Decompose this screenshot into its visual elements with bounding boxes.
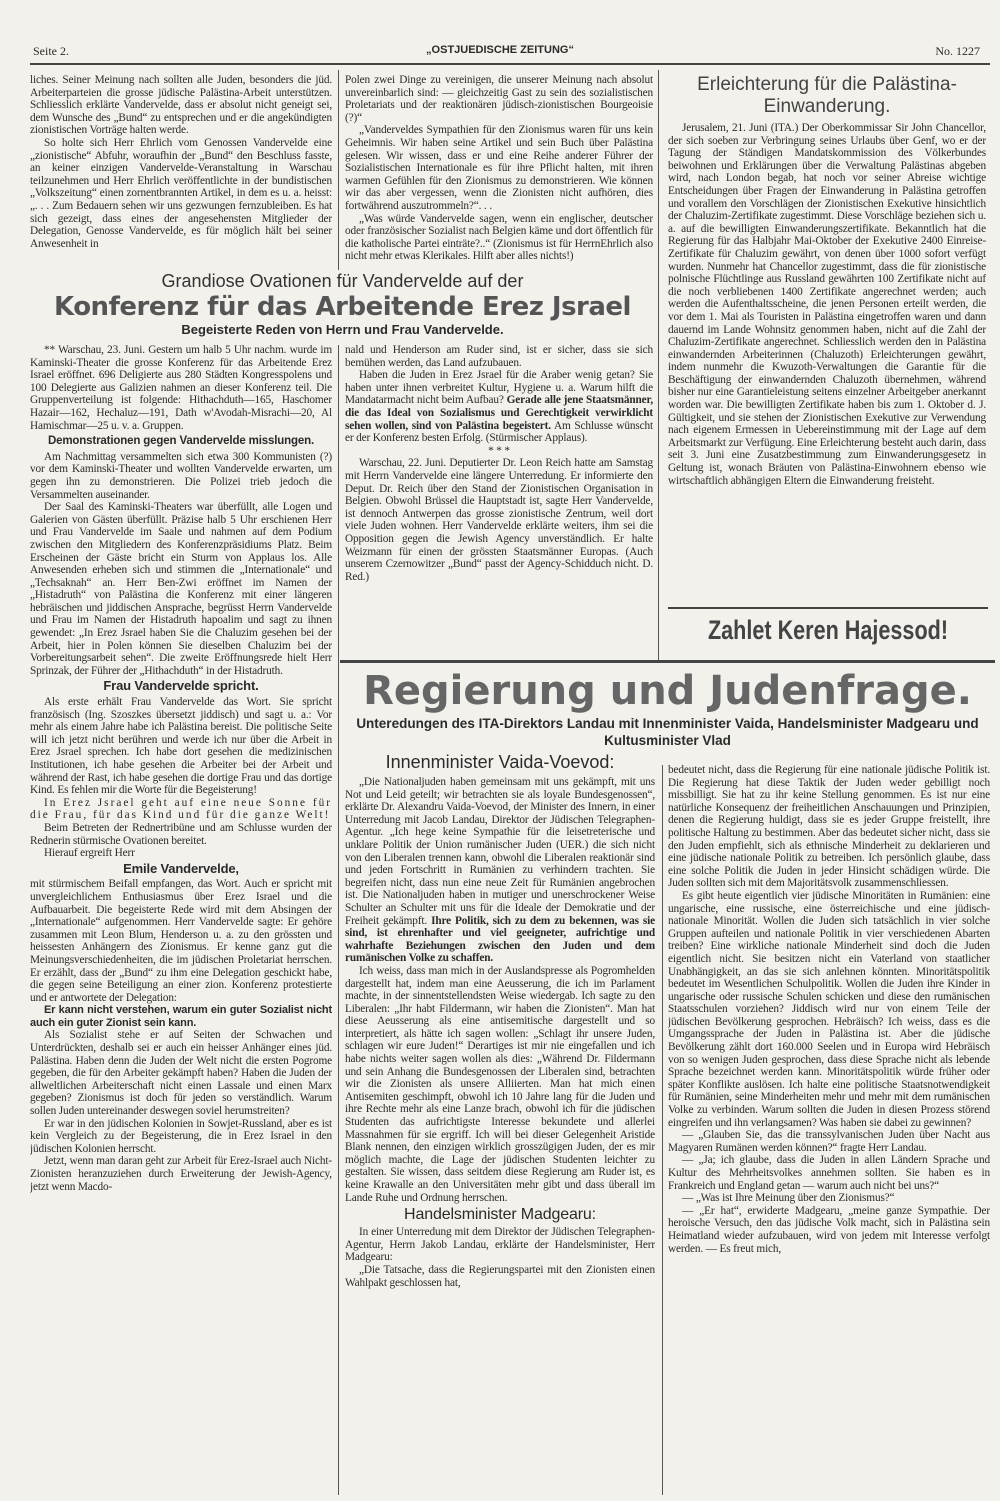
- paragraph: — „Er hat“, erwiderte Madgearu, „meine ganze Sympathie. Der heroische Versuch, den das jüdische Volk macht, sich in Palästina sein Heimatland wieder aufzubauen, wird von jedem mit Interesse verfolgt werden. — Es freut mich,: [668, 1204, 990, 1255]
- article-body: [668, 122, 986, 600]
- column-divider: [662, 765, 663, 1495]
- page-number: Seite 2.: [33, 44, 69, 58]
- issue-number: No. 1227: [935, 44, 980, 58]
- article-left-column: [345, 776, 655, 1496]
- paragraph: Polen zwei Dinge zu vereinigen, die unserer Meinung nach absolut unvereinbarlich sind: — gleichzeitig Gast zu sein des sozialistischen Proletariats und der reaktionären jüdisch-zionistischen Bourgeoisie (?)“: [345, 74, 653, 124]
- paragraph: In Erez Jsrael geht auf eine neue Sonne für die Frau, für das Kind und für die ganze Welt!: [30, 796, 332, 822]
- paragraph: In einer Unterredung mit dem Direktor der Jüdischen Telegraphen-Agentur, Herrn Jakob Landau, erklärte der Handelsminister, Herr Madgearu:: [345, 1226, 655, 1264]
- newspaper-name: „OSTJUEDISCHE ZEITUNG“: [426, 44, 574, 56]
- paragraph: Warschau, 22. Juni. Deputierter Dr. Leon Reich hatte am Samstag mit Herrn Vandervelde eine längere Unterredung. Er informierte den Deput. Dr. Reich über den Stand der Zionistischen Organisation in Belgien. Obwohl Brüssel die Hauptstadt ist, sagte Herr Vandervelde, ist dennoch Antwerpen das grosse zionistische Zentrum, weil dort viele Juden wohnen. Herr Vandervelde erklärte weiters, ihm sei die Opposition gegen die Jewish Agency unverständlich. Er halte Weizmann für einen der grössten Staatsmänner Europas. (Auch unserem Czernowitzer „Bund“ passt der Agency-Schidduch nicht. D. Red.): [345, 457, 653, 583]
- paragraph: Beim Betreten der Rednertribüne und am Schlusse wurden der Rednerin stürmische Ovationen bereitet.: [30, 821, 332, 847]
- text: „Die Nationaljuden haben gemeinsam mit uns gekämpft, mit uns Not und Leid geteilt; wir betrachten sie als loyale Bundesgenossen“, erklärte Dr. Alexandru Vaida-Voevod, der Minister des Innern, in einer Unterredung mit Jacob Landau, Direktor der Jüdischen Telegraphen-Agentur. „Ich hege keine Sympathie für die leisetreterische und unklare Politik der Union rumänischer Juden (UER.) die sich nicht von den Liberalen trennen kann, obwohl die Liberalen reaktionär sind und jeden Fortschritt in Rumänien zu verhindern trachten. Sie begreifen nicht, dass nun eine neue Zeit für Rumänien angebrochen ist. Die Nationaljuden haben in mutiger und unerschrockener Weise Schulter an Schulter mit uns für die Ideale der Demokratie und der Freiheit gekämpft.: [345, 776, 655, 927]
- quote-paragraph: Er kann nicht verstehen, warum ein guter Sozialist nicht auch ein guter Zionist sein kann.: [30, 1004, 332, 1029]
- article-subheadline: Unteredungen des ITA-Direktors Landau mit Innenminister Vaida, Handelsminister Madgearu und Kultusminister Vlad: [356, 716, 979, 748]
- section-heading: Handelsminister Madgearu:: [404, 1206, 596, 1224]
- section-heading: Frau Vandervelde spricht.: [103, 678, 259, 694]
- paragraph: Als erste erhält Frau Vandervelde das Wort. Sie spricht französisch (Ing. Szoszkes übersetzt jiddisch) und sagt u. a.: Vor mehr als einem Jahre habe ich Palästina bereist. Die politische Seite will ich jetzt nicht berühren und werde ich nur über die Arbeit in Erez Jsrael sprechen. Ich habe dort gesehen die medizinischen Institutionen, ich habe gesehen die Arbeiter bei der Arbeit und während der Rast, ich habe gesehen die dortige Frau und das dortige Kind. Es fehlen mir die Worte für die Begeisterung!: [30, 696, 332, 797]
- paragraph: Jetzt, wenn man daran geht zur Arbeit für Erez-Israel auch Nicht-Zionisten heranzuziehen durch Erweiterung der Jewish-Agency, jetzt wenn Macdo-: [30, 1155, 332, 1193]
- paragraph: — „Was ist Ihre Meinung über den Zionismus?“: [682, 1192, 895, 1205]
- article-continuation-col1: [30, 74, 332, 270]
- article-continuation-col2: [345, 74, 653, 270]
- article-headline: Konferenz für das Arbeitende Erez Jsrael: [54, 292, 631, 322]
- paragraph: liches. Seiner Meinung nach sollten alle Juden, besonders die jüd. Arbeiterparteien die grosse jüdische Palästina-Arbeit unterstützen. Schliesslich erklärte Vandervelde, dass er absolut nicht geneigt sei, dem Wunsche des „Bund“ zu entsprechen und er die angekündigten zionistischen Vorträge halten werde.: [30, 74, 332, 137]
- paragraph: Er war in den jüdischen Kolonien in Sowjet-Russland, aber es ist kein Vergleich zu der Begeisterung, die in Erez Israel in den jüdischen Kolonien herrscht.: [30, 1117, 332, 1155]
- column-divider: [338, 345, 339, 1495]
- emphasized-text: Gerade alle jene Staatsmänner, die das Ideal von Sozialismus und Gerechtigkeit verwirklicht sehen wollen, sind von Palästina begeistert.: [345, 394, 653, 432]
- paragraph: Als Sozialist stehe er auf Seiten der Schwachen und Unterdrückten, deshalb sei er auch ein heisser Anhänger eines jüd. Palästina. Haben denn die Juden der Welt nicht die ersten Pogrome gegeben, die für den Arbeiter gekämpft haben? Haben die Juden der allweltlichen Arbeiterschaft nicht einen Lassale und einen Marx gegeben? Zionismus ist doch für jeden so verständlich. Warum sollen Juden untereinander deswegen soviel herumstreiten?: [30, 1029, 332, 1118]
- header-rule: [30, 63, 990, 65]
- paragraph: [345, 369, 653, 445]
- paragraph: Am Nachmittag versammelten sich etwa 300 Kommunisten (?) vor dem Kaminski-Theater und wollten Vandervelde erwarten, um gegen ihn zu demonstrieren. Die Polizei trieb jedoch die Versammelten auseinander.: [30, 450, 332, 501]
- section-heading: Emile Vandervelde,: [123, 860, 239, 876]
- text: Am Schlusse wünscht er der Konferenz besten Erfolg. (Stürmischer Applaus).: [345, 419, 653, 445]
- section-heading: Innenminister Vaida-Voevod:: [385, 752, 615, 772]
- paragraph: „Vanderveldes Sympathien für den Zionismus waren für uns kein Geheimnis. Wir haben seine Artikel und sein Buch über Palästina gelesen. Wir wissen, dass er und eine Reihe anderer Führer der Sozialistischen Internationale es für ihre Pflicht halten, mit ihren warmen Gefühlen für den Zionismus zu demonstrieren. Wie können wir das aber vergessen, wenn die Zionisten nicht aufhören, dies fortwährend auszutrommeln?“. . .: [345, 124, 653, 212]
- paragraph: ** Warschau, 23. Juni. Gestern um halb 5 Uhr nachm. wurde im Kaminski-Theater die grosse Konferenz für das Arbeitende Erez Israel eröffnet. 696 Deligierte aus 280 Städten Kongresspolens und 100 Delegierte aus Galizien nahmen an dieser Konferenz teil. Die Gruppenverteilung ist folgende: Hithachduth—165, Haschomer Hazair—162, Hechaluz—191, Dath w'Avodah-Misrachi—20, Al Hamischmar—25 u. v. a. Gruppen.: [30, 344, 332, 432]
- column-divider: [658, 70, 659, 660]
- paragraph: nald und Henderson am Ruder sind, ist er sicher, dass sie sich bemühen werden, das Land aufzubauen.: [345, 344, 653, 369]
- column-divider: [338, 70, 339, 270]
- paragraph: Hierauf ergreift Herr: [44, 847, 135, 860]
- article-col1: [30, 344, 332, 1496]
- emphasized-text: Ihre Politik, sich zu dem zu bekennen, was sie sind, ist ehrenhafter und viel geeigneter, aufrichtige und wahrhafte Beziehungen zwischen den Juden und dem rumänischen Volke zu schaffen.: [345, 914, 655, 965]
- article-subheadline: Begeisterte Reden von Herrn und Frau Vandervelde.: [181, 322, 504, 337]
- section-heading: Demonstrationen gegen Vandervelde misslungen.: [47, 435, 315, 448]
- paragraph: So holte sich Herr Ehrlich vom Genossen Vandervelde eine „zionistische“ Abfuhr, woraufhin der „Bund“ den Beschluss fasste, an keiner einzigen Vandervelde-Veranstaltung in Warschau teilzunehmen und Herr Ehrlich veröffentlichte in der bundistischen „Volkszeitung“ einen zornentbrannten Artikel, in dem es u. a. heisst: „. . . Zum Bedauern sehen wir uns gezwungen fernzubleiben. Es hat sich gezeigt, dass eines der angesehensten Mitglieder der Delegation, Genosse Vandervelde, es für möglich hält bei seiner Anwesenheit in: [30, 136, 332, 250]
- text: Haben die Juden in Erez Jsrael für die Araber wenig getan? Sie haben unter ihnen verbreitet Kultur, Hygiene u. a. Warum hilft die Mandatarmacht nicht beim Aufbau?: [345, 369, 653, 407]
- paragraph: bedeutet nicht, dass die Regierung für eine nationale jüdische Politik ist. Die Regierung hat diese Taktik der Juden weder gebilligt noch missbilligt. Sie hat zu ihr keine Stellung genommen. Es ist nur eine natürliche Konsequenz der freiheitlichen Anschauungen und Prinzipien, denen die Regierung huldigt, dass sie es jeder Gruppe freistellt, ihre politische Haltung zu bestimmen. Aber das bedeutet sicher nicht, dass sie den Juden empfiehlt, sich als ethnische Minderheit zu deklarieren und eine jüdische nationale Politik zu betreiben. Ich persönlich glaube, dass eine solche Politik die Juden in jeder Hinsicht schädigen würde. Die Juden sollten sich mit dem Majoritätsvolk zusammenschliessen.: [668, 764, 990, 890]
- article-kicker: Grandiose Ovationen für Vandervelde auf der: [161, 271, 524, 291]
- paragraph: — „Ja; ich glaube, dass die Juden in allen Ländern Sprache und Kultur des Mehrheitsvolkes annehmen sollten. Sie haben es in Frankreich und England getan — warum auch nicht bei uns?“: [668, 1154, 990, 1192]
- paragraph: „Die Tatsache, dass die Regierungspartei mit den Zionisten einen Wahlpakt geschlossen hat,: [345, 1263, 655, 1289]
- section-rule: [340, 660, 995, 663]
- article-title: Erleichterung für die Palästina-Einwanderung.: [697, 74, 957, 117]
- ad-rule: [668, 607, 988, 609]
- paragraph: Jerusalem, 21. Juni (ITA.) Der Oberkommissar Sir John Chancellor, der sich soeben zur Verbringung seines Urlaubs über Genf, wo er der Tagung der Ständigen Mandatskommission des Völkerbundes beiwohnen und Erklärungen über die Verwaltung Palästinas abgeben wird, nach London begab, hat noch vor seiner Abreise wichtige Entscheidungen über Fragen der Einwanderung in Palästina getroffen und vorallem den Vorschlägen der Zionistischen Exekutive hinsichtlich der Chaluzim-Zertifikate zugestimmt. Diese Vorschläge beziehen sich u. a. auf die bewilligten Einwanderungszertifikate. Bekanntlich hat die Regierung für das Halbjahr Mai-Oktober der Exekutive 2400 Einreise-Zertifikate für Chaluzim gewährt, von denen über 1000 sofort verfügt wurden. Nunmehr hat Chancellor zugestimmt, dass die für zionistische polnische Flüchtlinge aus Russland gewährten 100 Zertifikate nicht auf die noch verbliebenen 1400 Zertifikate angerechnet werden; auch werden die Aufenthaltsscheine, die jenen Personen erteilt werden, die vor dem 1. Mai als Touristen in Palästina eingetroffen waren und dann dauernd im Lande Wohnsitz genommen haben, nicht auf die Zahl der Chaluzim-Zertifikate angerechnet. Schliesslich werden den in Palästina einwandernden Arbeiterinnen (Chaluzoth) Erleichterungen gewährt, indem nunmehr die Kwuzoth-Verwaltungen die Garantie für die Beschäftigung der einwandernden Chaluzoth übernehmen, während bisher nur eine Garantieleistung seitens einzelner Arbeitgeber anerkannt worden war. Die bewilligten Zertifikate haben bis zum 1. Oktober d. J. Gültigkeit, und sie stehen der Zionistischen Exekutive zur Verwendung nach eigenem Ermessen in Uebereinstimmung mit der Lage auf dem Arbeitsmarkt zur Verfügung. Eine Erleichterung besteht auch darin, dass seit 3. Juni eine Zusatzbestimmung zum Einwanderungsgesetz in Geltung ist, wonach Bräuten von Palästina-Einwohnern ebenso wie wirtschaftlich abhängigen Eltern die Einwanderung freisteht.: [668, 122, 986, 487]
- paragraph: mit stürmischem Beifall empfangen, das Wort. Auch er spricht mit unvergleichlichem Enthusiasmus über Erez Israel und die Aufbauarbeit. Die begeisterte Rede wird mit dem Absingen der „Internationale“ aufgenommen. Herr Vandervelde sagte: Er gehöre zusammen mit Leon Blum, Henderson u. a. zu den grössten und heissesten Anhängern des Zionismus. Er kenne ganz gut die Meinungsverschiedenheiten, die im jüdischen Proletariat herrschen. Er erzählt, dass der „Bund“ zu ihm eine Delegation geschickt habe, die gegen seine Beteiligung an einer zion. Konferenz protestierte und er antwortete der Delegation:: [30, 878, 332, 1004]
- paragraph: Ich weiss, dass man mich in der Auslandspresse als Pogromhelden dargestellt hat, indem man eine Aeusserung, die ich im Parlament machte, in der sinnentstellendsten Weise wiedergab. Ich sagte zu den Liberalen: „Ihr habt Fildermann, wir haben die Zionisten“. Man hat diese Aeusserung als eine antisemitische dargestellt und so interpretiert, als hätte ich sagen wollen: „Schlagt ihr unsere Juden, schlagen wir eure Juden!“ Derartiges ist mir nie eingefallen und ich habe nichts weiter sagen wollen als dies: „Während Dr. Fildermann und sein Anhang die Bundesgenossen der Liberalen sind, betrachten wir die Zionisten als unsere Alliierten. Man hat mich einen Antisemiten geschimpft, obwohl ich 10 Jahre lang für die Juden und ihre Rechte mehr als eine Lanze brach, obwohl ich für die jüdischen Studenten das aufrichtigste Interesse bekundete und allerlei Massnahmen für sie ergriff. Ich will bei dieser Gelegenheit Aristide Blank nennen, den einzigen wirklich grosszügigen Juden, der es mir möglich machte, die Lage der jüdischen Studenten leichter zu gestalten. Sie wissen, dass seitdem diese Regierung am Ruder ist, es keine Krawalle an den Universitäten mehr gibt und dass überall im Lande Ruhe und Ordnung herrschen.: [345, 964, 655, 1204]
- article-right-column: [668, 764, 990, 1496]
- paragraph: Es gibt heute eigentlich vier jüdische Minoritäten in Rumänien: eine ungarische, eine russische, eine österreichische und eine jüdisch-nationale Minorität. Wollen die Juden sich tatsächlich in vier solche Gruppen aufteilen und nationale Politik in vier verschiedenen Abarten treiben? Eine wirkliche nationale Minderheit sind doch die Juden eigentlich nicht. Sie besitzen nicht ein Vaterland von staatlicher Unabhängigkeit, an das sie sich anlehnen könnten. Minoritätspolitik bedeutet im Wesentlichen Schulpolitik. Wollen die Juden ihre Kinder in ungarische oder russische Schulen schicken und diese den rumänischen Staatsschulen vorziehen? Jiddisch wird nur von einem Teile der jüdischen Bevölkerung gesprochen. Hebräisch? Ich weiss, dass es die Umgangssprache der Juden in Palästina ist. Aber die jüdische Bevölkerung zählt dort 160.000 Seelen und in Europa wird Hebräisch von so wenigen Juden gesprochen, dass diese Sprache nicht als lebende Sprache bezeichnet werden kann. Minoritätspolitik würde früher oder später Konflikte auslösen. Ich halte eine politische Staatsnotwendigkeit für Rumänien, seine Minderheiten mehr und mehr mit dem rumänischen Volke zu verbinden. Warum sollten die Juden in diesen Prozess störend eingreifen und ihn verlangsamen? Was haben sie dabei zu gewinnen?: [668, 889, 990, 1129]
- article-col2: [345, 344, 653, 644]
- article-headline: Regierung und Judenfrage.: [363, 668, 972, 714]
- paragraph: [345, 776, 655, 965]
- paragraph: — „Glauben Sie, das die transsylvanischen Juden über Nacht aus Magyaren Rumänen werden können?“ fragte Herr Landau.: [668, 1129, 990, 1154]
- paragraph: Der Saal des Kaminski-Theaters war überfüllt, alle Logen und Galerien von Gästen überfüllt. Präzise halb 5 Uhr erschienen Herr und Frau Vandervelde im Saale und nahmen auf dem Podium zwischen den Mitgliedern des Konferenzpräsidiums Platz. Beim Erscheinen der Gäste bricht ein Sturm von Applaus los. Alle Anwesenden erheben sich und stimmen die „Internationale“ und „Techsaknah“ an. Herr Ben-Zwi eröffnet im Namen der „Histadruth“ von Palästina die Konferenz mit einer längeren hebräischen und jiddischen Ansprache, begrüsst Herrn Vandervelde und Frau im Namen der Histadruth hapoalim und sagt zu ihnen gewendet: „In Erez Jsrael haben Sie die Chaluzim gesehen bei der Arbeit, hier in Polen können Sie dieselben Chaluzim bei der Vorbereitungsarbeit sehen“. Die zweite Eröffnungsrede hielt Herr Sprinzak, der Führer der „Hithachduth“ in der Histadruth.: [30, 501, 332, 677]
- paragraph: „Was würde Vandervelde sagen, wenn ein englischer, deutscher oder französischer Sozialist nach Belgien käme und dort öffentlich für die katholische Partei einträte?..“ (Zionismus ist für HerrnEhrlich also nicht mehr etwas Klerikales. Hilft aber alles nichts!): [345, 212, 653, 263]
- advertisement: Zahlet Keren Hajessod!: [707, 615, 949, 645]
- separator-stars: * * *: [488, 444, 510, 457]
